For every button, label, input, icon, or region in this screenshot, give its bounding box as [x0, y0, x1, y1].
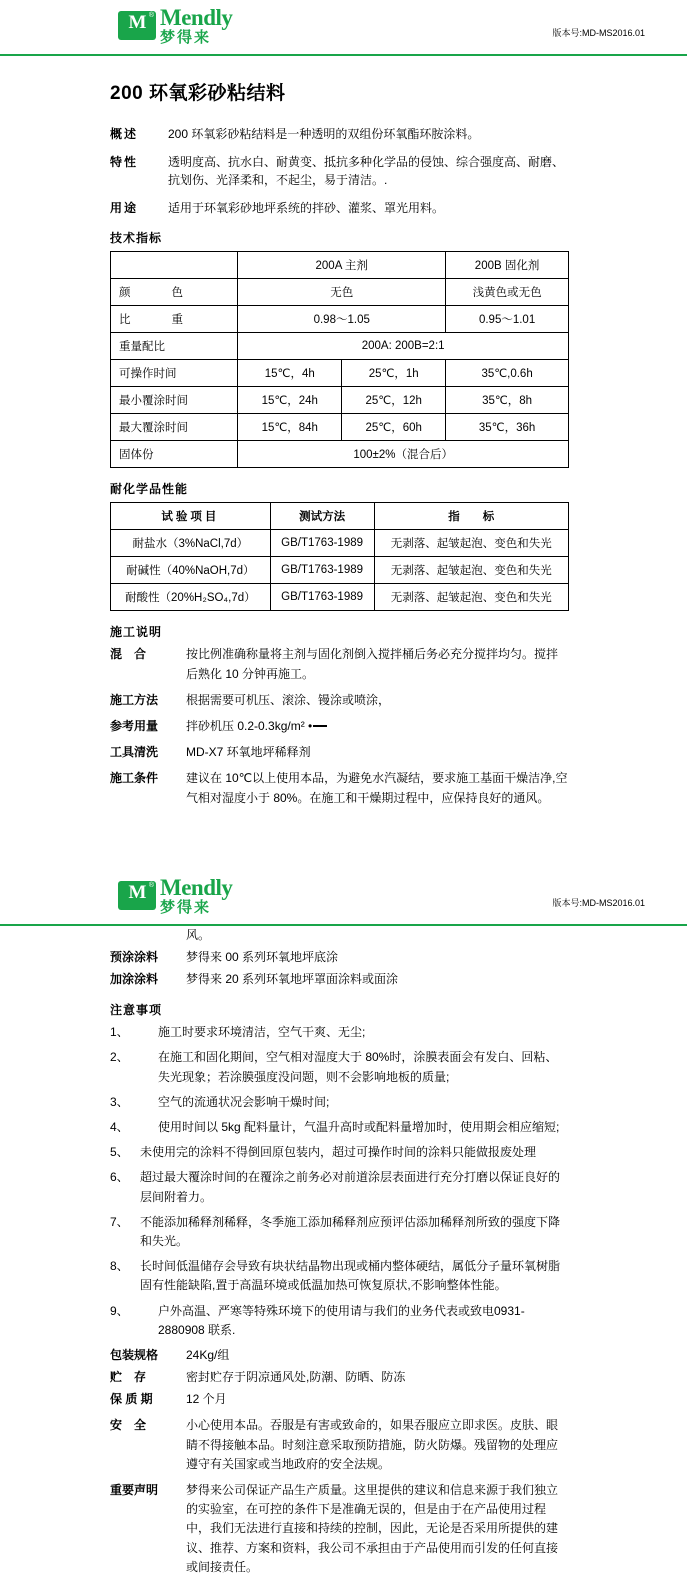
spec-cell: 0.95～1.01 [446, 306, 569, 333]
trailer-key: 保 质 期 [110, 1392, 153, 1407]
spec-head-a: 200A 主剂 [238, 252, 446, 279]
leaf-mark-icon: M ® [118, 11, 156, 40]
trailer-key: 包装规格 [110, 1347, 159, 1362]
brand-text [160, 876, 232, 915]
continued-text-row [110, 926, 569, 945]
coating-key: 加涂涂料 [110, 972, 159, 987]
spec-row-name: 重量配比 [111, 333, 238, 360]
list-text: 未使用完的涂料不得倒回原包装内，超过可操作时间的涂料只能做报废处理 [140, 1145, 537, 1160]
construction-value: 根据需要可机压、滚涂、镘涂或喷涂， [186, 692, 391, 707]
trailer-row-disclaimer [110, 1481, 569, 1577]
spec-row-name: 最小覆涂时间 [111, 387, 238, 414]
list-number: 1、 [110, 1025, 129, 1040]
construction-section-label: 施工说明 [110, 625, 163, 640]
construction-value-text: 拌砂机压 0.2-0.3kg/m² • [186, 718, 313, 733]
list-text: 空气的流通状况会影响干燥时间; [158, 1094, 330, 1109]
list-number: 2、 [110, 1050, 129, 1065]
coating-value: 梦得来 00 系列环氧地坪底涂 [186, 949, 339, 964]
trailer-row-packaging [110, 1346, 569, 1365]
registered-mark: ® [148, 881, 154, 889]
dash-mark-icon [313, 725, 327, 727]
list-item [110, 1168, 569, 1206]
intro-row-usage [110, 199, 569, 218]
leaf-mark-icon: M ® [118, 881, 156, 910]
construction-key: 工具清洗 [110, 745, 159, 760]
page2-content [0, 926, 687, 1577]
table-row [111, 530, 569, 557]
spec-cell: 15℃，4h [238, 360, 342, 387]
list-item [110, 1143, 569, 1162]
spec-head-b: 200B 固化剂 [446, 252, 569, 279]
list-item [110, 1213, 569, 1251]
trailer-value: 梦得来公司保证产品生产质量。这里提供的建议和信息来源于我们独立的实验室，在可控的条件下是准确无误的，但是由于在产品使用过程中，我们无法进行直接和持续的控制，因此，无论是否采用所提供的建议、推荐、方案和资料，我公司不承担由于产品使用而引发的任何直接或间接责任。 [186, 1483, 559, 1574]
table-row [111, 279, 569, 306]
spec-section-label: 技术指标 [110, 231, 163, 246]
header-divider [0, 54, 687, 56]
chem-cell-method: GB/T1763-1989 [270, 530, 374, 557]
list-item [110, 1048, 569, 1086]
spec-cell: 35℃，8h [446, 387, 569, 414]
construction-key: 混 合 [110, 647, 147, 662]
construction-value: 建议在 10℃以上使用本品，为避免水汽凝结，要求施工基面干燥洁净,空气相对湿度小于 80%。在施工和干燥期过程中，应保持良好的通风。 [186, 771, 568, 805]
brand-name-en: Mendly [160, 5, 233, 30]
list-text: 施工时要求环境清洁，空气干爽、无尘; [158, 1025, 366, 1040]
intro-row-overview [110, 125, 569, 144]
chem-table [110, 502, 569, 611]
trailer-value: 12 个月 [186, 1392, 227, 1407]
table-row [111, 441, 569, 468]
spec-head-blank [111, 252, 238, 279]
list-item [110, 1093, 569, 1112]
table-row [111, 414, 569, 441]
document-page-2 [0, 870, 687, 1577]
table-row [111, 360, 569, 387]
table-row [111, 306, 569, 333]
spec-cell: 浅黄色或无色 [446, 279, 569, 306]
chem-cell-item: 耐碱性（40%NaOH,7d） [111, 557, 271, 584]
intro-key: 概述 [110, 127, 139, 141]
list-item [110, 1257, 569, 1295]
chem-cell-item: 耐盐水（3%NaCl,7d） [111, 530, 271, 557]
construction-row-cleaning [110, 743, 569, 762]
spec-table [110, 251, 569, 468]
construction-key: 参考用量 [110, 718, 159, 733]
trailer-row-safety [110, 1416, 569, 1474]
construction-key: 施工方法 [110, 692, 159, 707]
spec-cell: 35℃，36h [446, 414, 569, 441]
page-header-2 [0, 870, 687, 922]
table-row [111, 557, 569, 584]
spacer [110, 926, 186, 945]
construction-row-method [110, 691, 569, 710]
page1-content [0, 78, 687, 808]
chem-cell-method: GB/T1763-1989 [270, 584, 374, 611]
intro-value: 适用于环氧彩砂地坪系统的拌砂、灌浆、罩光用料。 [168, 200, 445, 215]
list-number: 9、 [110, 1303, 129, 1318]
continued-text: 风。 [186, 927, 211, 942]
spec-cell: 无色 [238, 279, 446, 306]
list-text: 超过最大覆涂时间的在覆涂之前务必对前道涂层表面进行充分打磨以保证良好的层间附着力。 [140, 1170, 561, 1204]
construction-row-dosage [110, 717, 569, 736]
chem-header-index: 指 标 [374, 503, 568, 530]
trailer-key: 重要声明 [110, 1483, 159, 1497]
spec-cell: 25℃，1h [342, 360, 446, 387]
construction-key: 施工条件 [110, 771, 159, 786]
spec-row-name: 固体份 [111, 441, 238, 468]
construction-value [186, 717, 569, 736]
trailer-row-storage [110, 1368, 569, 1387]
version-label: 版本号:MD-MS2016.01 [552, 28, 645, 38]
list-item [110, 1118, 569, 1137]
list-text: 使用时间以 5kg 配料量计，气温升高时或配料量增加时，使用期会相应缩短; [158, 1120, 560, 1134]
chem-cell-index: 无剥落、起皱起泡、变色和失光 [374, 557, 568, 584]
notes-list [110, 1023, 569, 1340]
trailer-value: 密封贮存于阴凉通风处,防潮、防晒、防冻 [186, 1370, 406, 1385]
trailer-section [110, 1346, 569, 1577]
brand-name-cn: 梦得来 [160, 29, 212, 46]
list-item [110, 1302, 569, 1340]
chem-header-item: 试验项目 [111, 503, 271, 530]
chem-header-method: 测试方法 [270, 503, 374, 530]
coating-row-primer [110, 948, 569, 967]
list-text: 在施工和固化期间，空气相对湿度大于 80%时，涂膜表面会有发白、回粘、失光现象；若涂膜强度没问题，则不会影响地板的质量; [158, 1050, 558, 1084]
spec-cell: 25℃，12h [342, 387, 446, 414]
chem-cell-method: GB/T1763-1989 [270, 557, 374, 584]
trailer-key: 贮 存 [110, 1370, 147, 1385]
brand-text [160, 6, 232, 45]
trailer-row-shelf-life [110, 1390, 569, 1409]
intro-value: 透明度高、抗水白、耐黄变、抵抗多种化学品的侵蚀、综合强度高、耐磨、抗划伤、光泽柔和，不起尘，易于清洁。. [168, 154, 565, 188]
intro-value: 200 环氧彩砂粘结料是一种透明的双组份环氧酯环胺涂料。 [168, 127, 480, 141]
list-number: 6、 [110, 1170, 129, 1185]
table-row [111, 584, 569, 611]
list-text: 长时间低温储存会导致有块状结晶物出现或桶内整体硬结，属低分子量环氧树脂固有性能缺陷,置于高温环境或低温加热可恢复原状,不影响整体性能。 [140, 1259, 561, 1293]
list-number: 5、 [110, 1145, 129, 1160]
brand-name-en: Mendly [160, 874, 233, 900]
spec-cell: 15℃，84h [238, 414, 342, 441]
page-title: 200 环氧彩砂粘结料 [110, 83, 286, 104]
spec-cell: 100±2%（混合后） [238, 441, 569, 468]
brand-logo [118, 6, 232, 45]
spec-cell: 25℃，60h [342, 414, 446, 441]
construction-value: MD-X7 环氧地坪稀释剂 [186, 745, 311, 760]
list-number: 8、 [110, 1259, 129, 1274]
list-number: 7、 [110, 1214, 129, 1229]
list-text: 户外高温、严寒等特殊环境下的使用请与我们的业务代表或致电0931-2880908 联系. [158, 1303, 525, 1337]
table-row [111, 387, 569, 414]
chem-cell-item: 耐酸性（20%H₂SO₄,7d） [111, 584, 271, 611]
chem-cell-index: 无剥落、起皱起泡、变色和失光 [374, 530, 568, 557]
list-item [110, 1023, 569, 1042]
table-header-row [111, 503, 569, 530]
page-header [0, 0, 687, 52]
spec-cell: 200A: 200B=2:1 [238, 333, 569, 360]
intro-key: 特性 [110, 154, 139, 169]
construction-value: 按比例准确称量将主剂与固化剂倒入搅拌桶后务必充分搅拌均匀。搅拌后熟化 10 分钟再施工。 [186, 647, 559, 681]
trailer-value: 24Kg/组 [186, 1347, 230, 1362]
list-number: 4、 [110, 1120, 129, 1134]
spec-cell: 35℃,0.6h [446, 360, 569, 387]
spec-row-name: 比 重 [111, 306, 238, 333]
intro-key: 用途 [110, 200, 139, 215]
chem-section-label: 耐化学品性能 [110, 482, 189, 497]
coating-key: 预涂涂料 [110, 949, 159, 964]
brand-name-cn: 梦得来 [160, 898, 212, 916]
notes-section-label: 注意事项 [110, 1003, 163, 1018]
table-row [111, 333, 569, 360]
trailer-value: 小心使用本品。吞服是有害或致命的，如果吞服应立即求医。皮肤、眼睛不得接触本品。时刻注意采取预防措施，防火防爆。残留物的处理应遵守有关国家或当地政府的安全法规。 [186, 1418, 559, 1471]
spec-row-name: 颜 色 [111, 279, 238, 306]
construction-row-conditions [110, 769, 569, 807]
spec-cell: 0.98～1.05 [238, 306, 446, 333]
chem-cell-index: 无剥落、起皱起泡、变色和失光 [374, 584, 568, 611]
spec-row-name: 最大覆涂时间 [111, 414, 238, 441]
coating-value: 梦得来 20 系列环氧地坪罩面涂料或面涂 [186, 972, 399, 987]
intro-row-features [110, 153, 569, 190]
version-label: 版本号:MD-MS2016.01 [552, 897, 645, 908]
trailer-key: 安 全 [110, 1418, 147, 1433]
table-row [111, 252, 569, 279]
spec-row-name: 可操作时间 [111, 360, 238, 387]
construction-row-mix [110, 645, 569, 683]
coating-row-topcoat [110, 970, 569, 989]
list-text: 不能添加稀释剂稀释，冬季施工添加稀释剂应预评估添加稀释剂所致的强度下降和失光。 [140, 1214, 561, 1248]
registered-mark: ® [148, 12, 154, 19]
brand-logo [118, 876, 232, 915]
list-number: 3、 [110, 1094, 129, 1109]
spec-cell: 15℃，24h [238, 387, 342, 414]
